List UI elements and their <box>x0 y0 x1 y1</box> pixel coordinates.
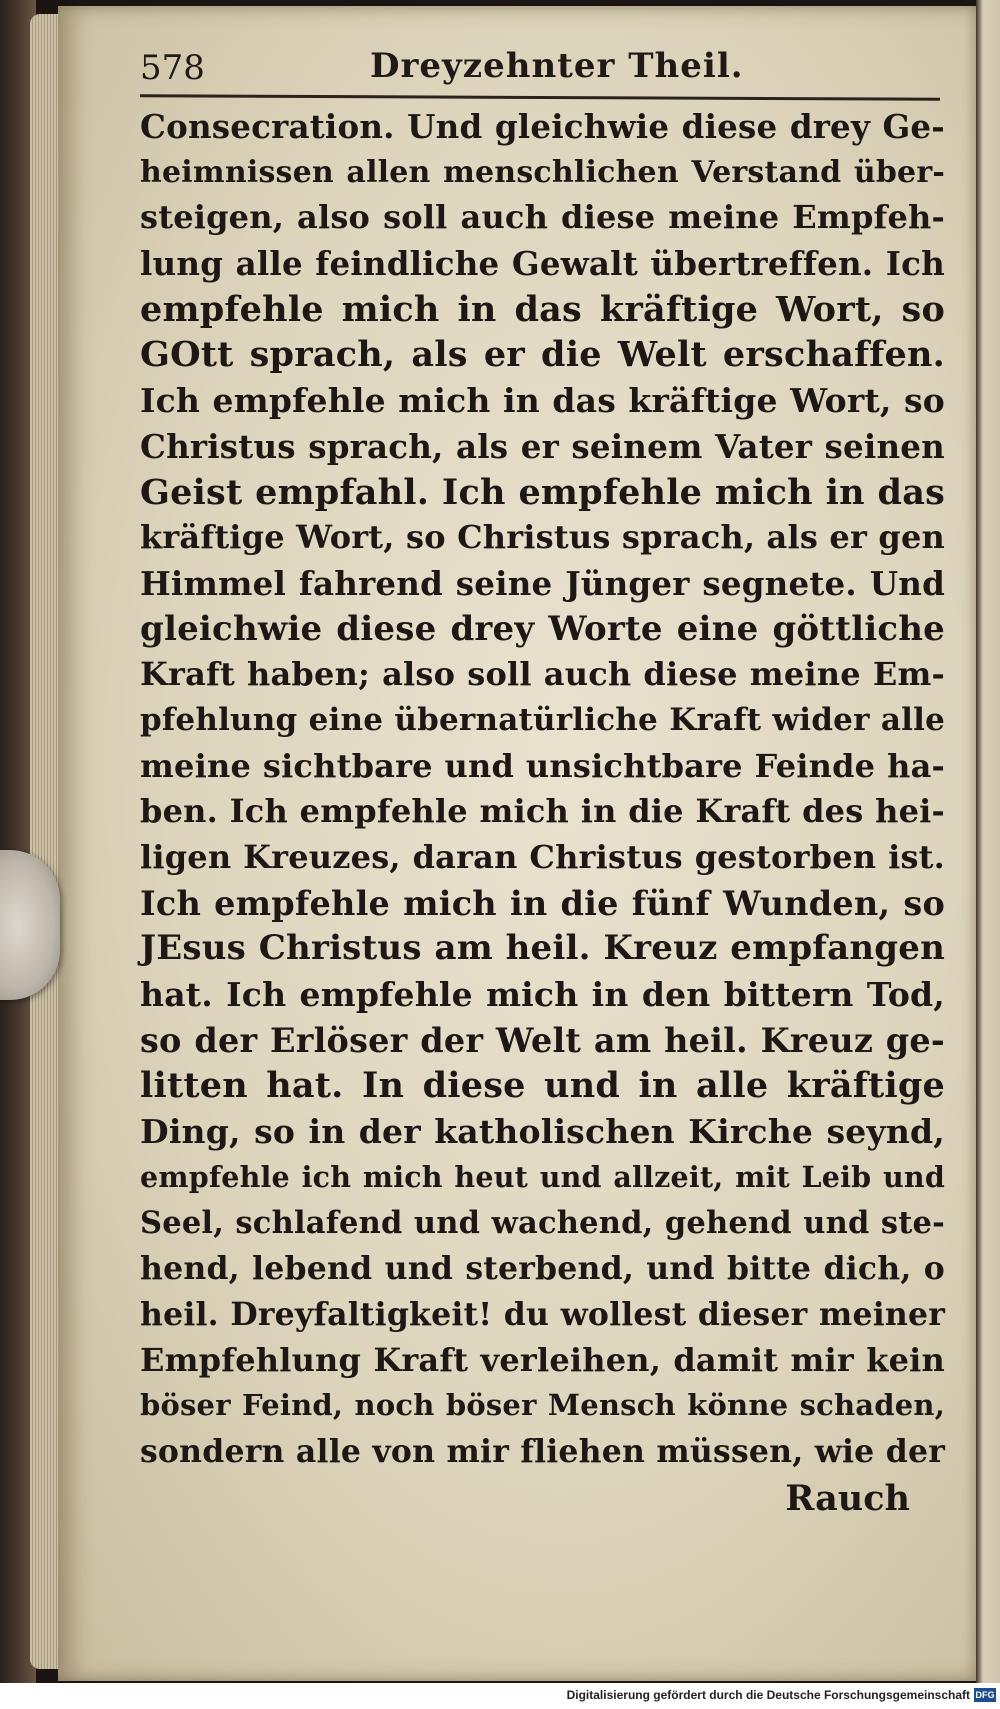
text-line: hend, lebend und sterbend, und bitte dich, o <box>140 1250 945 1288</box>
text-line: Kraft haben; also soll auch diese meine Em- <box>140 655 945 694</box>
text-line: Ich empfehle mich in das kräftige Wort, so <box>140 381 945 421</box>
next-page-edge <box>976 0 1000 1690</box>
footer-credit: Digitalisierung gefördert durch die Deutsche Forschungsgemeinschaft <box>566 1688 970 1702</box>
text-line: heimnissen allen menschlichen Verstand über- <box>140 154 945 190</box>
text-line: Ich empfehle mich in die fünf Wunden, so <box>140 883 945 923</box>
text-line: GOtt sprach, als er die Welt erschaffen. <box>140 334 945 376</box>
text-line: gleichwie diese drey Worte eine göttliche <box>140 608 945 649</box>
catchword: Rauch <box>785 1478 910 1519</box>
text-line: JEsus Christus am heil. Kreuz empfangen <box>140 928 945 969</box>
text-line: sondern alle von mir fliehen müssen, wie der <box>140 1432 945 1470</box>
text-line: kräftige Wort, so Christus sprach, als er gen <box>140 518 945 557</box>
digitization-footer <box>0 1683 1000 1709</box>
text-line: Empfehlung Kraft verleihen, damit mir kein <box>140 1340 945 1379</box>
page-number: 578 <box>140 48 205 88</box>
text-line: Himmel fahrend seine Jünger segnete. Und <box>140 563 945 603</box>
text-line: ligen Kreuzes, daran Christus gestorben ist. <box>140 838 945 876</box>
text-line: Geist empfahl. Ich empfehle mich in das <box>140 471 945 513</box>
text-line: heil. Dreyfaltigkeit! du wollest dieser meiner <box>140 1295 945 1333</box>
text-line: lung alle feindliche Gewalt übertreffen. Ich <box>140 244 945 284</box>
dfg-logo: DFG <box>975 1690 995 1700</box>
text-line: empfehle mich in das kräftige Wort, so <box>140 288 945 330</box>
page-edges <box>30 14 60 1669</box>
text-line: empfehle ich mich heut und allzeit, mit Leib und <box>140 1159 945 1194</box>
text-line: ben. Ich empfehle mich in die Kraft des hei- <box>140 792 945 831</box>
text-line: Christus sprach, als er seinem Vater seinen <box>140 426 945 466</box>
body-text <box>140 104 945 1475</box>
text-line: böser Feind, noch böser Mensch könne schaden, <box>140 1388 945 1423</box>
text-line: steigen, also soll auch diese meine Empfeh- <box>140 198 945 237</box>
text-line: meine sichtbare und unsichtbare Feinde ha- <box>140 746 945 785</box>
text-line: pfehlung eine übernatürliche Kraft wider alle <box>140 701 945 738</box>
text-line: Consecration. Und gleichwie diese drey Ge- <box>140 107 945 146</box>
text-line: Ding, so in der katholischen Kirche seynd, <box>140 1112 945 1152</box>
text-line: so der Erlöser der Welt am heil. Kreuz ge- <box>140 1020 945 1060</box>
text-line: hat. Ich empfehle mich in den bittern Tod, <box>140 975 945 1015</box>
text-line: litten hat. In diese und in alle kräftige <box>140 1065 945 1107</box>
page-header <box>140 42 940 92</box>
text-line: Seel, schlafend und wachend, gehend und ste- <box>140 1204 945 1241</box>
running-title: Dreyzehnter Theil. <box>370 46 744 86</box>
catchword-row <box>140 1478 910 1519</box>
clip-clasp <box>0 850 60 1000</box>
